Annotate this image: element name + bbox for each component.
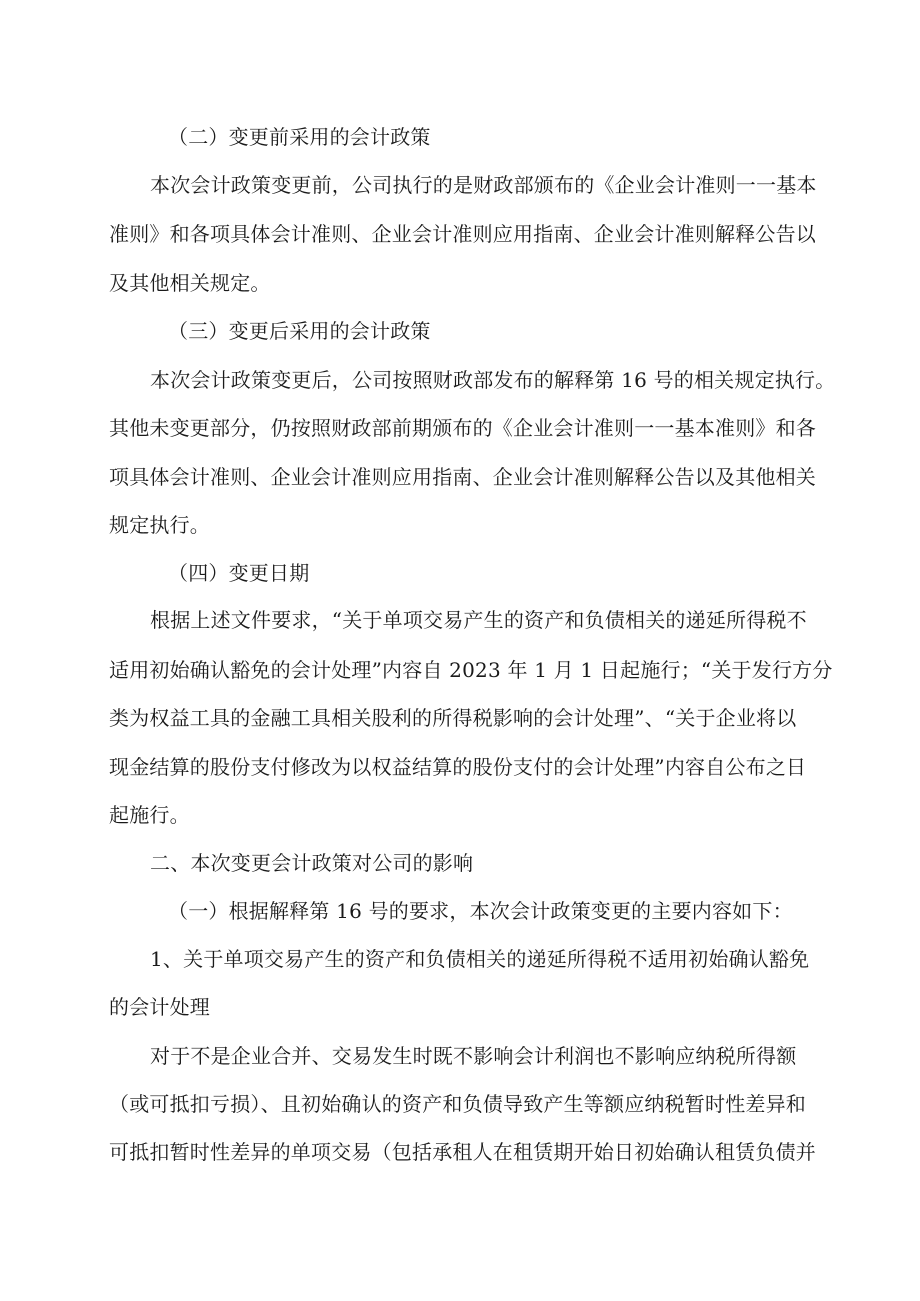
paragraph-line: 及其他相关规定。 [109,271,271,295]
paragraph-line: 准则》和各项具体会计准则、企业会计准则应用指南、企业会计准则解释公告以 [109,222,816,246]
paragraph-line: 类为权益工具的金融工具相关股利的所得税影响的会计处理”、“关于企业将以 [109,706,797,730]
paragraph-line: 对于不是企业合并、交易发生时既不影响会计利润也不影响应纳税所得额 [150,1044,797,1068]
section-heading-2: （二）变更前采用的会计政策 [168,125,431,149]
paragraph-line: （或可抵扣亏损）、且初始确认的资产和负债导致产生等额应纳税暂时性差异和 [109,1092,806,1116]
paragraph-line: 其他未变更部分，仍按照财政部前期颁布的《企业会计准则一一基本准则》和各 [109,416,816,440]
paragraph-line: 现金结算的股份支付修改为以权益结算的股份支付的会计处理”内容自公布之日 [109,755,807,779]
section-heading-4: （四）变更日期 [168,561,310,585]
paragraph-line: 本次会计政策变更前，公司执行的是财政部颁布的《企业会计准则一一基本 [150,173,817,197]
chapter-heading: 二、本次变更会计政策对公司的影响 [150,851,474,875]
subsection-heading: （一）根据解释第 16 号的要求，本次会计政策变更的主要内容如下： [168,899,793,923]
paragraph-line: 根据上述文件要求，“关于单项交易产生的资产和负债相关的递延所得税不 [150,608,807,632]
paragraph-line: 本次会计政策变更后，公司按照财政部发布的解释第 16 号的相关规定执行。 [150,368,836,392]
paragraph-line: 起施行。 [109,803,190,827]
paragraph-line: 规定执行。 [109,513,210,537]
list-item-line: 1、关于单项交易产生的资产和负债相关的递延所得税不适用初始确认豁免 [150,947,810,971]
paragraph-line: 项具体会计准则、企业会计准则应用指南、企业会计准则解释公告以及其他相关 [109,465,816,489]
list-item-line: 的会计处理 [109,995,210,1019]
paragraph-line: 适用初始确认豁免的会计处理”内容自 2023 年 1 月 1 日起施行；“关于发行方分 [109,658,833,682]
paragraph-line: 可抵扣暂时性差异的单项交易（包括承租人在租赁期开始日初始确认租赁负债并 [109,1140,816,1164]
section-heading-3: （三）变更后采用的会计政策 [168,319,431,343]
